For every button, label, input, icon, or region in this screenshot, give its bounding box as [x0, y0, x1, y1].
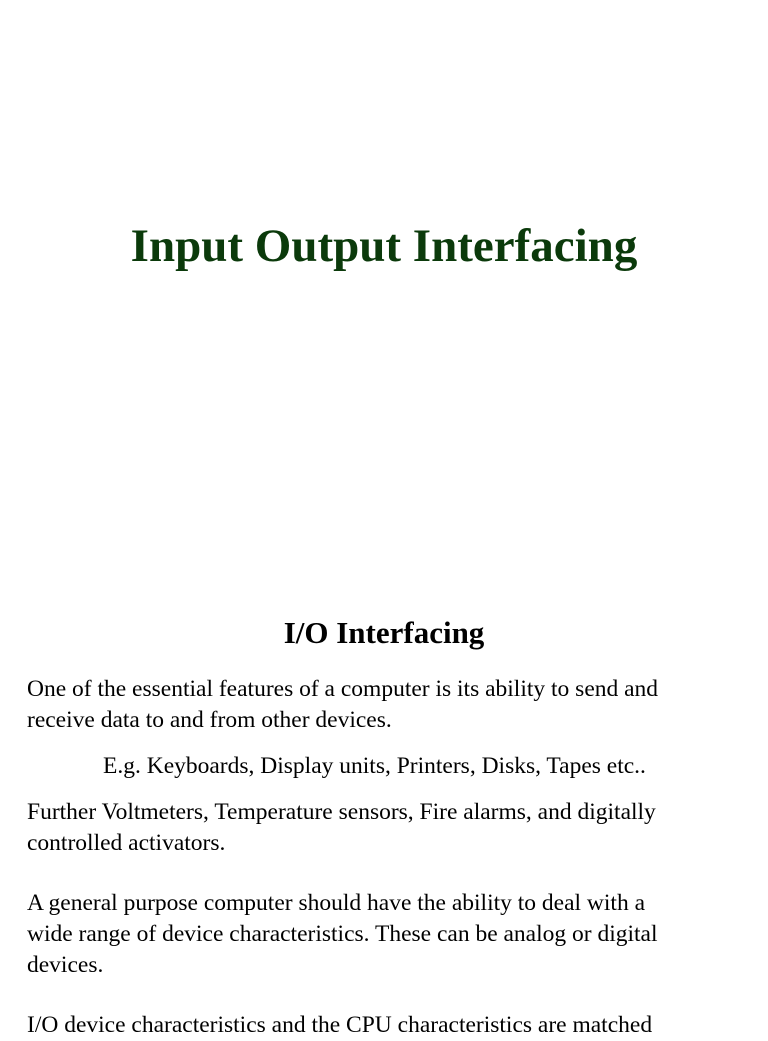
- paragraph-line: E.g. Keyboards, Display units, Printers, Disks, Tapes etc..: [103, 753, 646, 779]
- paragraph-line: A general purpose computer should have the ability to deal with a: [27, 890, 646, 916]
- paragraph-line: wide range of device characteristics. These can be analog or digital: [27, 921, 658, 947]
- paragraph-line: One of the essential features of a computer is its ability to send and: [27, 676, 659, 702]
- paragraph-characteristics-matched: [27, 1010, 747, 1041]
- paragraph-line: I/O device characteristics and the CPU characteristics are matched: [27, 1012, 653, 1038]
- slide-title: Input Output Interfacing: [130, 220, 638, 272]
- paragraph-line: receive data to and from other devices.: [27, 707, 392, 733]
- paragraph-line: controlled activators.: [27, 830, 226, 856]
- section-heading: I/O Interfacing: [283, 615, 485, 650]
- paragraph-line: devices.: [27, 952, 104, 978]
- paragraph-further-devices: [27, 797, 747, 859]
- paragraph-line: Further Voltmeters, Temperature sensors, Fire alarms, and digitally: [27, 799, 656, 825]
- paragraph-example: [103, 751, 753, 782]
- paragraph-intro: [27, 674, 747, 736]
- paragraph-general-purpose: [27, 888, 747, 981]
